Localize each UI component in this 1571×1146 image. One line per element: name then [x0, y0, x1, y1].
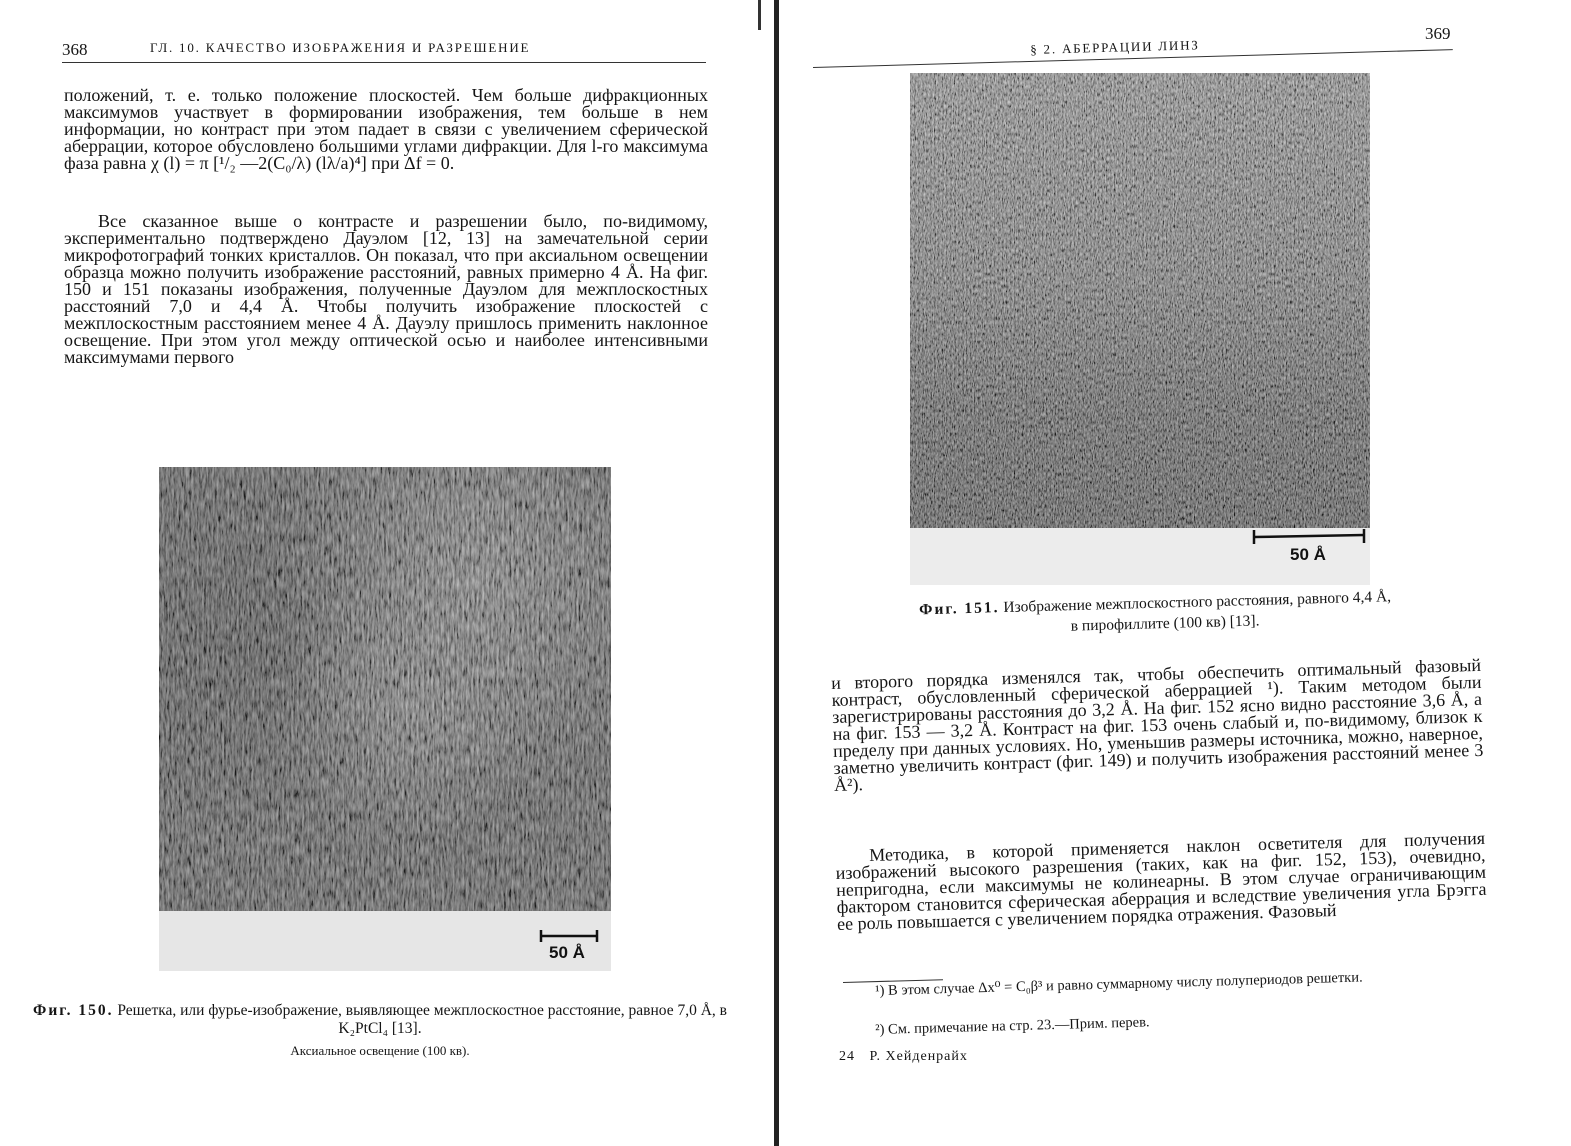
running-head: § 2. АБЕРРАЦИИ ЛИНЗ — [1030, 37, 1200, 57]
header-rule — [62, 62, 706, 63]
scale-bar — [1250, 529, 1370, 545]
scale-bar — [539, 929, 601, 943]
caption-text: Решетка, или фурье-изображение, выявляющее межплоскостное расстояние, равное 7,0 Å, в K₂PtCl₄ [13]. — [117, 1002, 727, 1037]
right-page — [775, 0, 1571, 1146]
signature-number: 24 — [839, 1049, 855, 1064]
caption-text: Изображение межплоскостного расстояния, равного 4,4 Å, — [1003, 588, 1392, 617]
body-paragraph: Методика, в которой применяется наклон осветителя для получения изображений высокого разрешения (таких, как на фиг. 152, 153), очевидно, непригодна, если максимумы не колинеарны. В этом случае ограничивающим фактором становится сферическая аберрация и вследствие увеличения угла Брэгга ее роль повышается с увеличением порядка отражения. Фазовый — [835, 827, 1487, 934]
body-paragraph: положений, т. е. только положение плоскостей. Чем больше дифракционных максимумов участвует в формировании изображения, тем больше в нем информации, но контраст при этом падает в связи с увеличением сферической аберрации, которое обусловлено большими углами дифракции. Для l-го максимума фаза равна χ (l) = π [¹/₂ —2(C₀/λ) (lλ/a)⁴] при Δf = 0. — [64, 85, 708, 173]
page-number: 368 — [62, 40, 88, 59]
footnote: ²) См. примечание на стр. 23.—Прим. перев. — [875, 1014, 1150, 1038]
figure-caption — [30, 1002, 730, 1038]
image-grain — [159, 467, 611, 911]
page-number: 369 — [1425, 24, 1451, 43]
caption-label: Фиг. 151. — [918, 599, 1000, 619]
caption-label: Фиг. 150. — [33, 1002, 114, 1019]
body-paragraph: Все сказанное выше о контрасте и разрешении было, по-видимому, экспериментально подтверждено Дауэлом [12, 13] на замечательной серии микрофотографий тонких кристаллов. Он показал, что при аксиальном освещении образца можно получить изображение расстояний, равных примерно 4 Å. На фиг. 150 и 151 показаны изображения, полученные Дауэлом для межплоскостных расстояний 7,0 и 4,4 Å. Чтобы получить изображение плоскостей с межплоскостным расстоянием менее 4 Å. Дауэлу пришлось применить наклонное освещение. При этом угол между оптической осью и наиболее интенсивными максимумами первого — [64, 211, 708, 367]
footnote: ¹) В этом случае Δx⁰ = C₀β³ и равно суммарному числу полупериодов решетки. — [875, 969, 1363, 1000]
scale-bar-label: 50 Å — [549, 943, 585, 962]
image-grain — [910, 73, 1370, 528]
left-page — [0, 0, 760, 1146]
caption-subtext: Аксиальное освещение (100 кв). — [290, 1043, 470, 1058]
figure-150-micrograph — [159, 467, 611, 971]
scale-bar-label: 50 Å — [1290, 545, 1326, 564]
running-head: ГЛ. 10. КАЧЕСТВО ИЗОБРАЖЕНИЯ И РАЗРЕШЕНИЕ — [150, 40, 531, 55]
figure-151-micrograph — [910, 73, 1370, 585]
signature-author: Р. Хейденрайх — [869, 1049, 968, 1064]
body-paragraph: и второго порядка изменялся так, чтобы обеспечить оптимальный фазовый контраст, обусловленный сферической аберрацией ¹). Таким методом были зарегистрированы расстояния до 3,2 Å. На фиг. 152 ясно видно расстояние 3,6 Å, а на фиг. 153 — 3,2 Å. Контраст на фиг. 153 очень слабый и, по-видимому, близок к пределу при данных условиях. Но, уменьшив размеры источника, можно, наверное, заметно увеличить контраст (фиг. 149) и получить изображения расстояний менее 3 Å²). — [830, 654, 1484, 795]
signature-mark — [839, 1049, 968, 1065]
caption-text-2: в пирофиллите (100 кв) [13]. — [1070, 612, 1260, 635]
